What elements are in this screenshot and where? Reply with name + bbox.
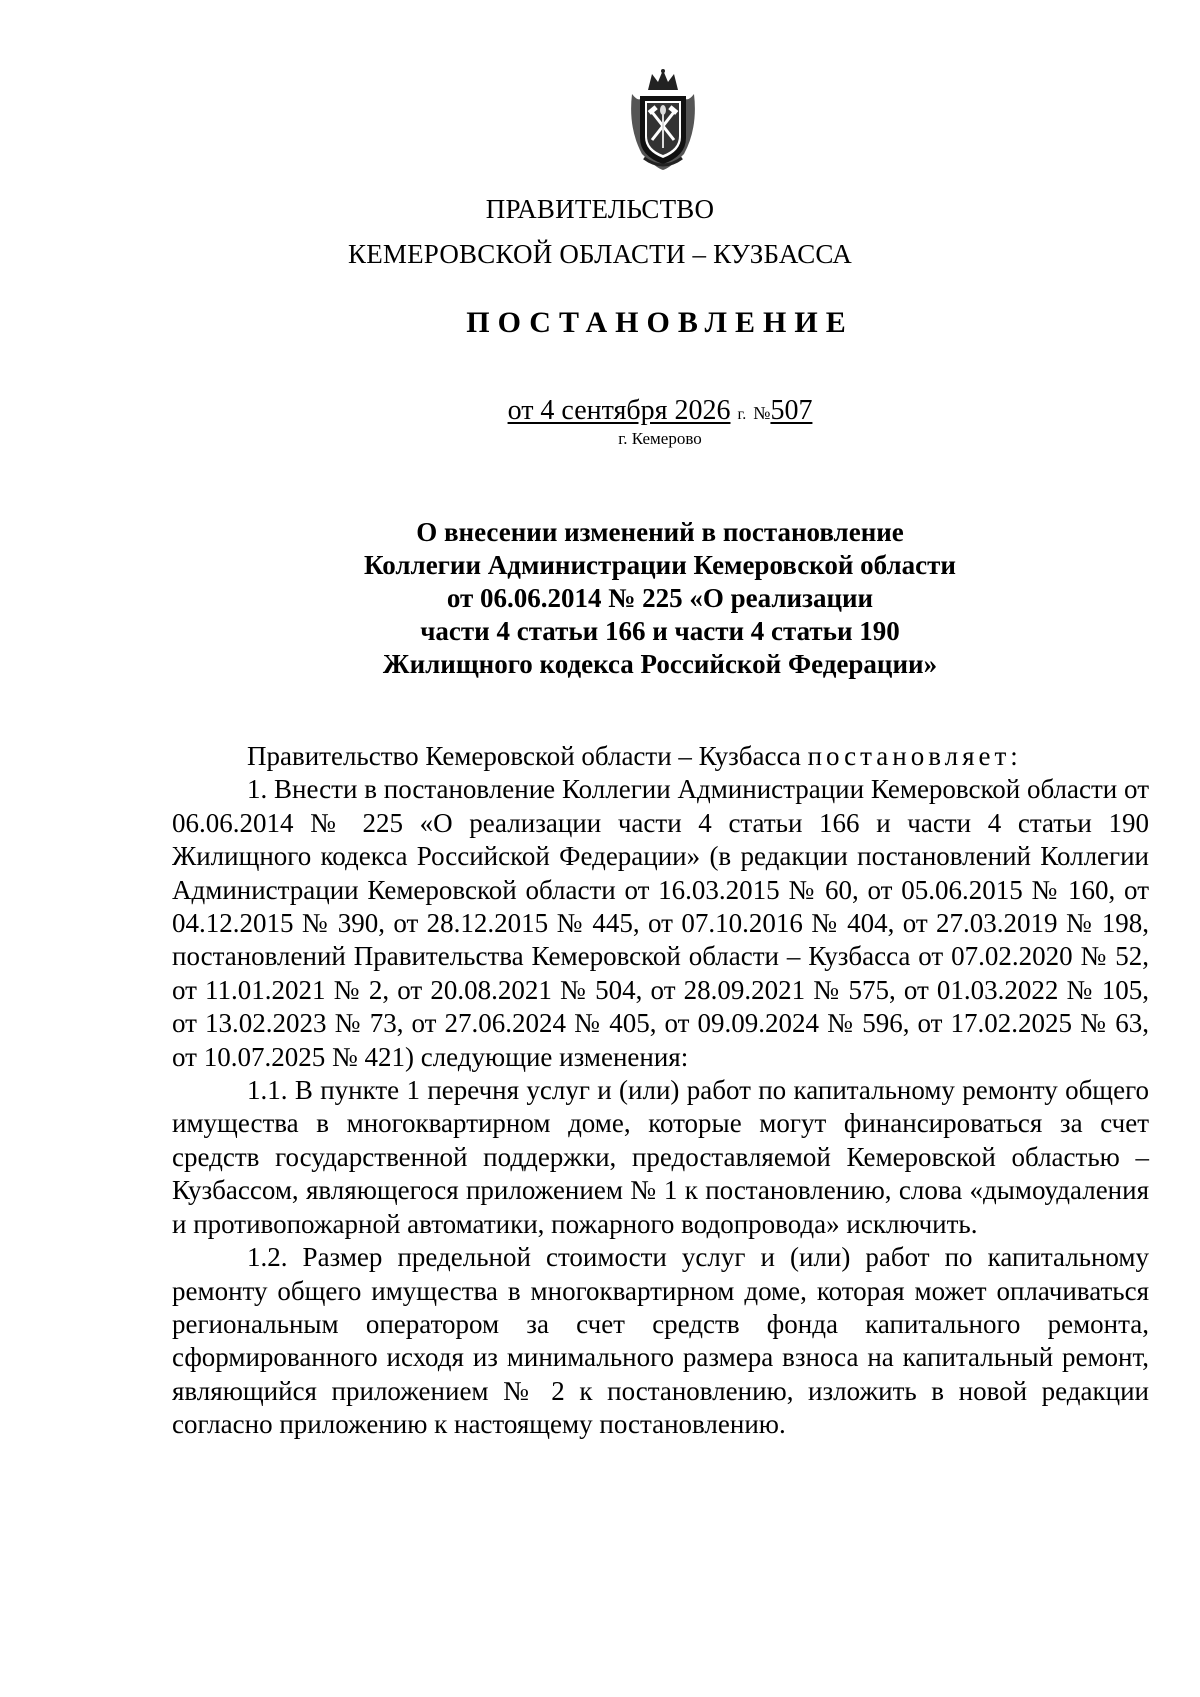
document-title (0, 516, 1200, 681)
title-line: Коллегии Администрации Кемеровской области (364, 550, 956, 580)
document-type: ПОСТАНОВЛЕНИЕ (466, 306, 854, 339)
preamble-verb: постановляет: (807, 741, 1022, 771)
title-line: О внесении изменений в постановление (416, 517, 904, 547)
document-body (172, 740, 1149, 1442)
document-number: 507 (770, 395, 813, 426)
title-line: Жилищного кодекса Российской Федерации» (382, 649, 938, 679)
document-date-number (0, 394, 1200, 432)
title-line: части 4 статьи 166 и части 4 статьи 190 (420, 616, 900, 646)
number-sign: № (753, 403, 771, 423)
document-city: г. Кемерово (618, 429, 702, 448)
paragraph-1-2: 1.2. Размер предельной стоимости услуг и (или) работ по капитальному ремонту общего имущества в многоквартирном доме, которая может оплачиваться региональным оператором за счет средств фонда капитального ремонта, сформированного исходя из минимального размера взноса на капитальный ремонт, являющийся приложением № 2 к постановлению, изложить в новой редакции согласно приложению к настоящему постановлению. (172, 1242, 1149, 1440)
preamble-paragraph (172, 740, 1149, 773)
document-date: от 4 сентября 2026 (507, 395, 731, 426)
organization-name-line1: ПРАВИТЕЛЬСТВО (485, 194, 715, 224)
title-line: от 06.06.2014 № 225 «О реализации (446, 583, 874, 613)
coat-of-arms-emblem (626, 68, 700, 172)
paragraph-1-1: 1.1. В пункте 1 перечня услуг и (или) работ по капитальному ремонту общего имущества в многоквартирном доме, которые могут финансироваться за счет средств государственной поддержки, предоставляемой Кемеровской областью – Кузбассом, являющегося приложением № 1 к постановлению, слова «дымоудаления и противопожарной автоматики, пожарного водопровода» исключить. (172, 1075, 1149, 1239)
year-suffix: г. (737, 406, 747, 423)
preamble-text: Правительство Кемеровской области – Кузбасса (247, 741, 801, 771)
paragraph-1: 1. Внести в постановление Коллегии Администрации Кемеровской области от 06.06.2014 № 225 «О реализации части 4 статьи 166 и части 4 статьи 190 Жилищного кодекса Российской Федерации» (в редакции постановлений Коллегии Администрации Кемеровской области от 16.03.2015 № 60, от 05.06.2015 № 160, от 04.12.2015 № 390, от 28.12.2015 № 445, от 07.10.2016 № 404, от 27.03.2019 № 198, постановлений Правительства Кемеровской области – Кузбасса от 07.02.2020 № 52, от 11.01.2021 № 2, от 20.08.2021 № 504, от 28.09.2021 № 575, от 01.03.2022 № 105, от 13.02.2023 № 73, от 27.06.2024 № 405, от 09.09.2024 № 596, от 17.02.2025 № 63, от 10.07.2025 № 421) следующие изменения: (172, 774, 1149, 1072)
organization-name-line2: КЕМЕРОВСКОЙ ОБЛАСТИ – КУЗБАССА (348, 239, 852, 269)
